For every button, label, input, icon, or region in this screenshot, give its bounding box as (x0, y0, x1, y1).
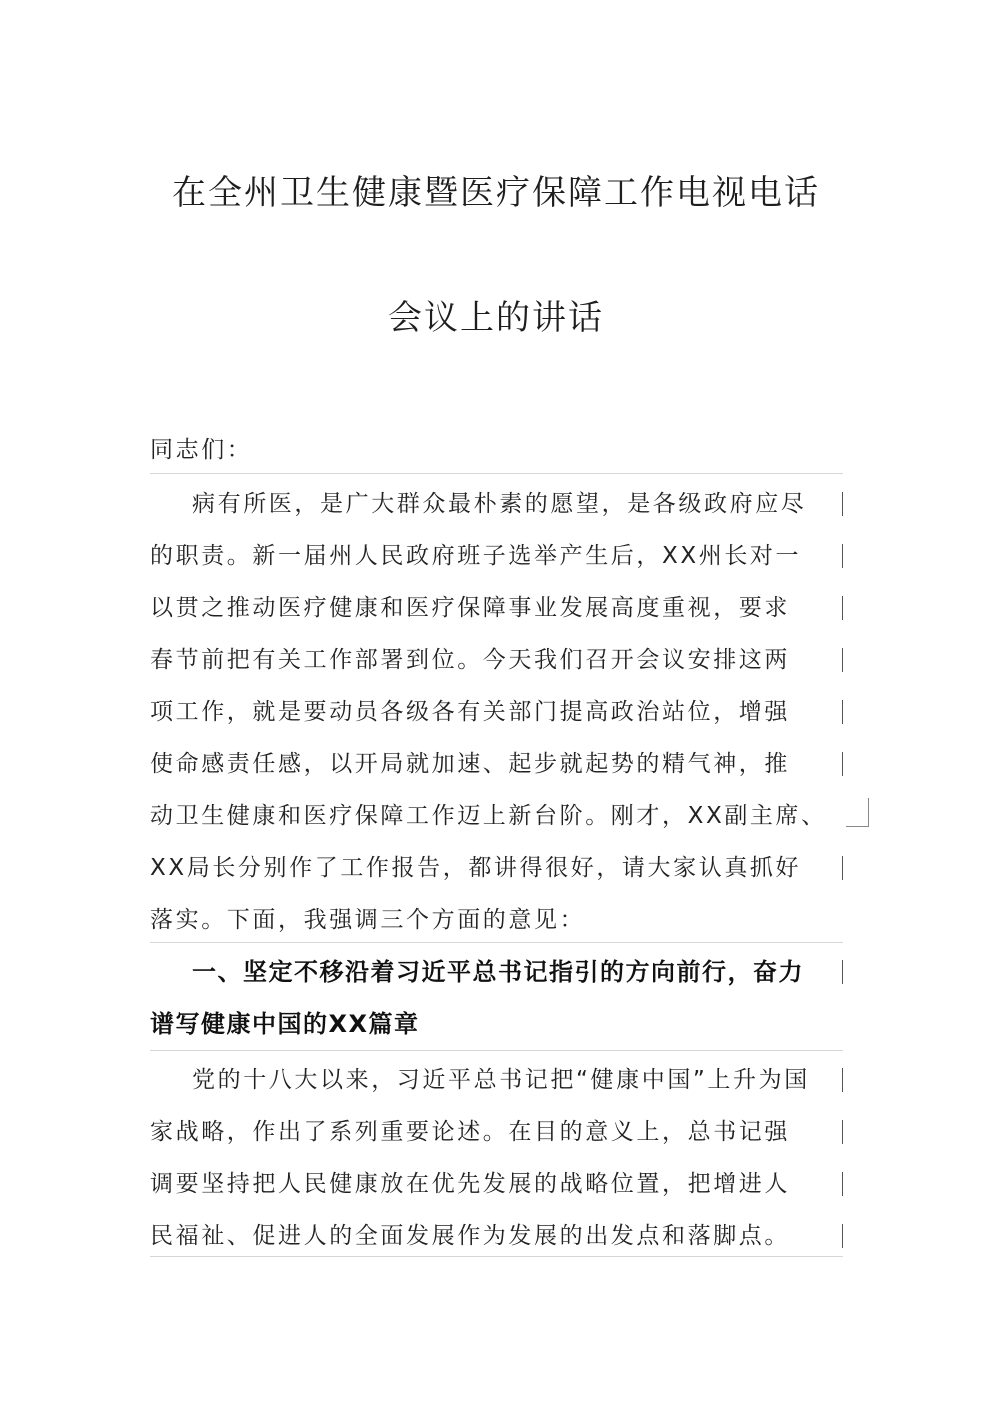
paragraph-line: 的职责。新一届州人民政府班子选举产生后，XX州长对一 (150, 538, 843, 590)
salutation: 同志们： (150, 437, 253, 463)
paragraph-line: 以贯之推动医疗健康和医疗保障事业发展高度重视，要求 (150, 590, 843, 642)
divider (150, 942, 843, 943)
paragraph-line: 使命感责任感，以开局就加速、起步就起势的精气神，推 (150, 746, 843, 798)
document-title-line-1: 在全州卫生健康暨医疗保障工作电视电话 (172, 173, 820, 213)
paragraph-line: 家战略，作出了系列重要论述。在目的意义上，总书记强 (150, 1114, 843, 1166)
paragraph-line: 项工作，就是要动员各级各有关部门提高政治站位，增强 (150, 694, 843, 746)
paragraph-line: 病有所医，是广大群众最朴素的愿望，是各级政府应尽 (150, 486, 843, 538)
document-title-line-2: 会议上的讲话 (388, 298, 604, 338)
paragraph-line: XX局长分别作了工作报告，都讲得很好，请大家认真抓好 (150, 850, 843, 902)
divider (150, 1050, 843, 1051)
paragraph-line: 动卫生健康和医疗保障工作迈上新台阶。刚才，XX副主席、 (150, 803, 827, 829)
paragraph-line: 民福祉、促进人的全面发展作为发展的出发点和落脚点。 (150, 1218, 843, 1270)
heading-line: 一、坚定不移沿着习近平总书记指引的方向前行，奋力 (150, 954, 843, 1006)
heading-line: 谱写健康中国的XX篇章 (150, 1010, 420, 1038)
paragraph-line: 春节前把有关工作部署到位。今天我们召开会议安排这两 (150, 642, 843, 694)
paragraph-line: 落实。下面，我强调三个方面的意见： (150, 907, 586, 933)
paragraph-line: 调要坚持把人民健康放在优先发展的战略位置，把增进人 (150, 1166, 843, 1218)
divider (150, 1256, 843, 1257)
divider (150, 473, 843, 474)
paragraph-line: 党的十八大以来，习近平总书记把“健康中国”上升为国 (150, 1062, 843, 1114)
layout-mark (846, 798, 869, 827)
